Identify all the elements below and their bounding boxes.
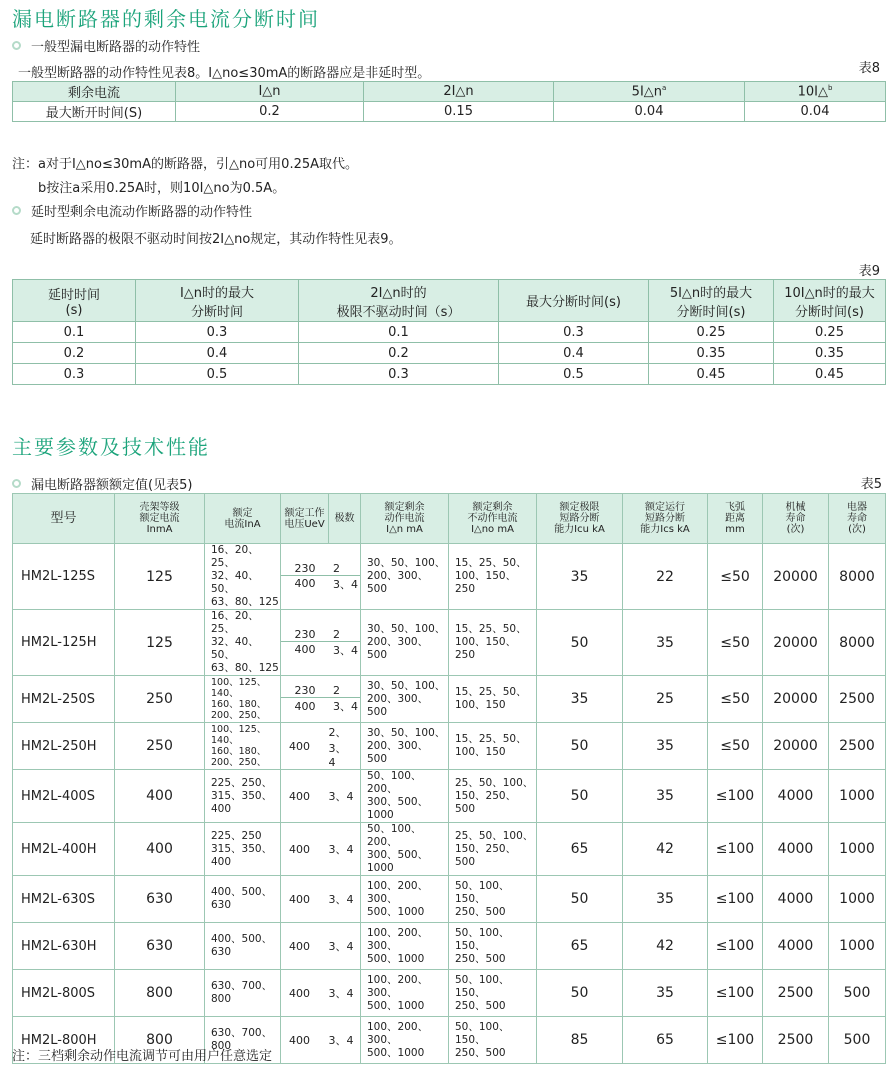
cell-icu: 50 <box>537 610 623 676</box>
cell-ics: 42 <box>623 923 708 970</box>
cell-icu: 50 <box>537 723 623 770</box>
table9-cell: 0.3 <box>499 322 649 343</box>
table9-cell: 0.1 <box>13 322 136 343</box>
table9-cell: 0.3 <box>136 322 299 343</box>
cell-elec: 1000 <box>829 876 886 923</box>
cell-ics: 42 <box>623 823 708 876</box>
section-title-main-params: 主要参数及技术性能 <box>12 435 210 459</box>
cell-model: HM2L-250S <box>13 676 115 723</box>
intro-text: 一般型断路器的动作特性见表8。I△no≤30mA的断路器应是非延时型。 <box>18 66 431 81</box>
cell-ics: 35 <box>623 970 708 1017</box>
cell-elec: 2500 <box>829 676 886 723</box>
table-row <box>13 823 886 876</box>
cell-nonop: 15、25、50、 100、150 <box>449 676 537 723</box>
table-row <box>13 343 886 364</box>
cell-nonop: 50、100、150、 250、500 <box>449 970 537 1017</box>
poles-value: 2 <box>333 684 340 697</box>
cell-mech: 20000 <box>763 610 829 676</box>
table-9 <box>12 279 886 385</box>
circle-bullet-icon <box>12 479 21 488</box>
subheading-text: 延时型剩余电流动作断路器的动作特性 <box>31 205 253 220</box>
table9-header: 2I△n时的 极限不驱动时间（s） <box>299 280 499 322</box>
cell-p: 3、4 <box>329 823 361 876</box>
cell-model: HM2L-250H <box>13 723 115 770</box>
cell-ics: 65 <box>623 1017 708 1064</box>
cell-v: 400 <box>281 723 329 770</box>
table9-cell: 0.25 <box>649 322 774 343</box>
cell-elec: 500 <box>829 970 886 1017</box>
table9-header: 10I△n时的最大 分断时间(s) <box>774 280 886 322</box>
table-row <box>13 544 886 610</box>
cell-model: HM2L-125H <box>13 610 115 676</box>
subheading-text: 漏电断路器额额定值(见表5) <box>31 478 193 493</box>
header-frame: 壳架等级 额定电流 InmA <box>115 494 205 544</box>
voltage-230: 230 <box>294 561 316 575</box>
cell-arc: ≤50 <box>708 723 763 770</box>
cell-nonop: 25、50、100、 150、250、500 <box>449 823 537 876</box>
cell-p: 3、4 <box>329 770 361 823</box>
cell-ics: 35 <box>623 723 708 770</box>
voltage-230: 230 <box>294 627 316 641</box>
cell-mech: 2500 <box>763 1017 829 1064</box>
cell-op: 30、50、100、 200、300、500 <box>361 723 449 770</box>
cell-p: 3、4 <box>329 923 361 970</box>
cell-frame: 250 <box>115 723 205 770</box>
subheading-ratings <box>12 474 192 493</box>
cell-arc: ≤100 <box>708 970 763 1017</box>
table8-cell: 0.2 <box>176 102 364 122</box>
cell-elec: 500 <box>829 1017 886 1064</box>
cell-model: HM2L-800S <box>13 970 115 1017</box>
table-row <box>13 676 886 723</box>
table9-header: I△n时的最大 分断时间 <box>136 280 299 322</box>
cell-icu: 50 <box>537 970 623 1017</box>
cell-op: 50、100、200、 300、500、1000 <box>361 823 449 876</box>
header-model: 型号 <box>13 494 115 544</box>
cell-nonop: 15、25、50、 100、150、250 <box>449 544 537 610</box>
table9-header: 5I△n时的最大 分断时间(s) <box>649 280 774 322</box>
table-8 <box>12 81 886 122</box>
cell-rated: 630、700、 800 <box>205 1017 281 1064</box>
cell-op: 30、50、100、 200、300、500 <box>361 676 449 723</box>
table-9-tag: 表9 <box>858 264 880 279</box>
cell-rated: 16、20、25、 32、40、50、 63、80、125 <box>205 544 281 610</box>
cell-ics: 35 <box>623 770 708 823</box>
header-elec-life: 电器 寿命 (次) <box>829 494 886 544</box>
cell-arc: ≤100 <box>708 770 763 823</box>
table9-cell: 0.45 <box>774 364 886 385</box>
cell-nonop: 15、25、50、 100、150 <box>449 723 537 770</box>
cell-mech: 20000 <box>763 723 829 770</box>
cell-nonop: 50、100、150、 250、500 <box>449 923 537 970</box>
table8-row-label-current: 剩余电流 <box>13 82 176 102</box>
table-row <box>13 364 886 385</box>
voltage-400: 400 <box>294 577 316 590</box>
cell-rated: 225、250、 315、350、 400 <box>205 770 281 823</box>
cell-nonop: 15、25、50、 100、150、250 <box>449 610 537 676</box>
table8-cell: 0.15 <box>364 102 554 122</box>
cell-arc: ≤50 <box>708 676 763 723</box>
cell-voltage-poles <box>281 610 361 676</box>
note-b: b按注a采用0.25A时，则10I△no为0.5A。 <box>38 181 286 196</box>
table9-cell: 0.5 <box>499 364 649 385</box>
footer-note: 注：三档剩余动作电流调节可由用户任意选定 <box>12 1049 273 1064</box>
cell-p: 3、4 <box>329 876 361 923</box>
cell-arc: ≤100 <box>708 923 763 970</box>
table8-col-header: $5I\triangle n^a$ <box>554 82 745 102</box>
cell-icu: 50 <box>537 770 623 823</box>
table-8-tag: 表8 <box>858 61 880 76</box>
cell-arc: ≤50 <box>708 610 763 676</box>
poles-value: 3、4 <box>333 643 358 657</box>
cell-ics: 35 <box>623 610 708 676</box>
header-mech-life: 机械 寿命 (次) <box>763 494 829 544</box>
cell-ics: 22 <box>623 544 708 610</box>
cell-mech: 4000 <box>763 770 829 823</box>
cell-elec: 8000 <box>829 610 886 676</box>
table9-header: 延时时间 (s) <box>13 280 136 322</box>
table9-cell: 0.35 <box>774 343 886 364</box>
header-voltage: 额定工作 电压UeV <box>281 494 329 544</box>
cell-elec: 8000 <box>829 544 886 610</box>
cell-mech: 4000 <box>763 823 829 876</box>
cell-frame: 630 <box>115 876 205 923</box>
header-rated-current: 额定 电流InA <box>205 494 281 544</box>
poles-value: 3、4 <box>333 577 358 591</box>
cell-rated: 225、250 315、350、 400 <box>205 823 281 876</box>
header-op-current: 额定剩余 动作电流 I△n mA <box>361 494 449 544</box>
cell-mech: 20000 <box>763 544 829 610</box>
cell-icu: 50 <box>537 876 623 923</box>
cell-v: 400 <box>281 923 329 970</box>
cell-mech: 2500 <box>763 970 829 1017</box>
table9-cell: 0.1 <box>299 322 499 343</box>
table8-row-label-time: 最大断开时间(S) <box>13 102 176 122</box>
table8-col-header: 2I△n <box>364 82 554 102</box>
cell-op: 30、50、100、 200、300、500 <box>361 544 449 610</box>
cell-elec: 1000 <box>829 823 886 876</box>
header-icu: 额定极限 短路分断 能力Icu kA <box>537 494 623 544</box>
cell-arc: ≤50 <box>708 544 763 610</box>
table9-cell: 0.45 <box>649 364 774 385</box>
cell-ics: 25 <box>623 676 708 723</box>
cell-icu: 65 <box>537 923 623 970</box>
cell-icu: 85 <box>537 1017 623 1064</box>
table-5-tag: 表5 <box>860 477 882 492</box>
header-arc: 飞弧 距离 mm <box>708 494 763 544</box>
table-5 <box>12 493 886 1064</box>
cell-op: 100、200、300、 500、1000 <box>361 1017 449 1064</box>
cell-icu: 65 <box>537 823 623 876</box>
table8-col-header: 10I△$^b$ <box>745 82 886 102</box>
cell-v: 400 <box>281 823 329 876</box>
table9-cell: 0.3 <box>13 364 136 385</box>
cell-v: 400 <box>281 970 329 1017</box>
cell-frame: 400 <box>115 823 205 876</box>
cell-rated: 100、125、140、 160、180、200、250、 <box>205 676 281 723</box>
table9-header: 最大分断时间(s) <box>499 280 649 322</box>
cell-elec: 2500 <box>829 723 886 770</box>
table9-cell: 0.5 <box>136 364 299 385</box>
header-ics: 额定运行 短路分断 能力Ics kA <box>623 494 708 544</box>
cell-model: HM2L-400S <box>13 770 115 823</box>
cell-model: HM2L-400H <box>13 823 115 876</box>
voltage-400: 400 <box>294 699 316 713</box>
cell-frame: 800 <box>115 1017 205 1064</box>
cell-frame: 630 <box>115 923 205 970</box>
table8-cell: 0.04 <box>745 102 886 122</box>
table9-cell: 0.4 <box>499 343 649 364</box>
cell-ics: 35 <box>623 876 708 923</box>
cell-frame: 400 <box>115 770 205 823</box>
note-a: 注：a对于I△no≤30mA的断路器，引△no可用0.25A取代。 <box>12 157 359 172</box>
cell-rated: 630、700、 800 <box>205 970 281 1017</box>
cell-p: 3、4 <box>329 970 361 1017</box>
cell-nonop: 50、100、150、 250、500 <box>449 1017 537 1064</box>
cell-model: HM2L-630S <box>13 876 115 923</box>
cell-arc: ≤100 <box>708 1017 763 1064</box>
cell-op: 100、200、300、 500、1000 <box>361 876 449 923</box>
table-row <box>13 723 886 770</box>
cell-elec: 1000 <box>829 770 886 823</box>
circle-bullet-icon <box>12 206 21 215</box>
cell-nonop: 25、50、100、 150、250、500 <box>449 770 537 823</box>
table8-col-header: I△n <box>176 82 364 102</box>
cell-op: 50、100、200、 300、500、1000 <box>361 770 449 823</box>
cell-voltage-poles <box>281 544 361 610</box>
table-row <box>13 610 886 676</box>
cell-model: HM2L-630H <box>13 923 115 970</box>
table9-cell: 0.2 <box>13 343 136 364</box>
cell-op: 100、200、300、 500、1000 <box>361 923 449 970</box>
subheading-delay-type <box>12 201 252 220</box>
section-title-residual-current: 漏电断路器的剩余电流分断时间 <box>12 7 320 31</box>
cell-arc: ≤100 <box>708 876 763 923</box>
subheading-text: 一般型漏电断路器的动作特性 <box>31 40 201 55</box>
table-row <box>13 876 886 923</box>
cell-rated: 400、500、 630 <box>205 923 281 970</box>
cell-model: HM2L-125S <box>13 544 115 610</box>
circle-bullet-icon <box>12 41 21 50</box>
cell-v: 400 <box>281 1017 329 1064</box>
subheading-general-type <box>12 36 200 55</box>
cell-p: 3、4 <box>329 1017 361 1064</box>
cell-frame: 125 <box>115 610 205 676</box>
cell-op: 100、200、300、 500、1000 <box>361 970 449 1017</box>
cell-rated: 16、20、25、 32、40、50、 63、80、125 <box>205 610 281 676</box>
cell-rated: 400、500、 630 <box>205 876 281 923</box>
cell-arc: ≤100 <box>708 823 763 876</box>
cell-nonop: 50、100、150、 250、500 <box>449 876 537 923</box>
table-row <box>13 923 886 970</box>
cell-mech: 4000 <box>763 923 829 970</box>
cell-frame: 125 <box>115 544 205 610</box>
cell-p: 2、3、 4 <box>329 723 361 770</box>
cell-op: 30、50、100、 200、300、500 <box>361 610 449 676</box>
poles-value: 3、4 <box>333 700 358 713</box>
table9-cell: 0.2 <box>299 343 499 364</box>
poles-value: 2 <box>333 627 340 641</box>
cell-icu: 35 <box>537 676 623 723</box>
intro2-text: 延时断路器的极限不驱动时间按2I△no规定，其动作特性见表9。 <box>30 232 402 247</box>
cell-voltage-poles <box>281 676 361 723</box>
table-row <box>13 970 886 1017</box>
voltage-400: 400 <box>294 643 316 656</box>
table-row <box>13 770 886 823</box>
cell-v: 400 <box>281 876 329 923</box>
cell-v: 400 <box>281 770 329 823</box>
voltage-230: 230 <box>294 684 316 697</box>
cell-frame: 800 <box>115 970 205 1017</box>
table9-cell: 0.25 <box>774 322 886 343</box>
poles-value: 2 <box>333 561 340 575</box>
header-poles: 极数 <box>329 494 361 544</box>
cell-frame: 250 <box>115 676 205 723</box>
table9-cell: 0.4 <box>136 343 299 364</box>
table9-cell: 0.3 <box>299 364 499 385</box>
cell-icu: 35 <box>537 544 623 610</box>
header-nonop-current: 额定剩余 不动作电流 I△no mA <box>449 494 537 544</box>
table9-cell: 0.35 <box>649 343 774 364</box>
cell-mech: 20000 <box>763 676 829 723</box>
table8-cell: 0.04 <box>554 102 745 122</box>
cell-rated: 100、125、140、 160、180、200、250、 <box>205 723 281 770</box>
table-row <box>13 322 886 343</box>
cell-mech: 4000 <box>763 876 829 923</box>
cell-elec: 1000 <box>829 923 886 970</box>
cell-model: HM2L-800H <box>13 1017 115 1064</box>
